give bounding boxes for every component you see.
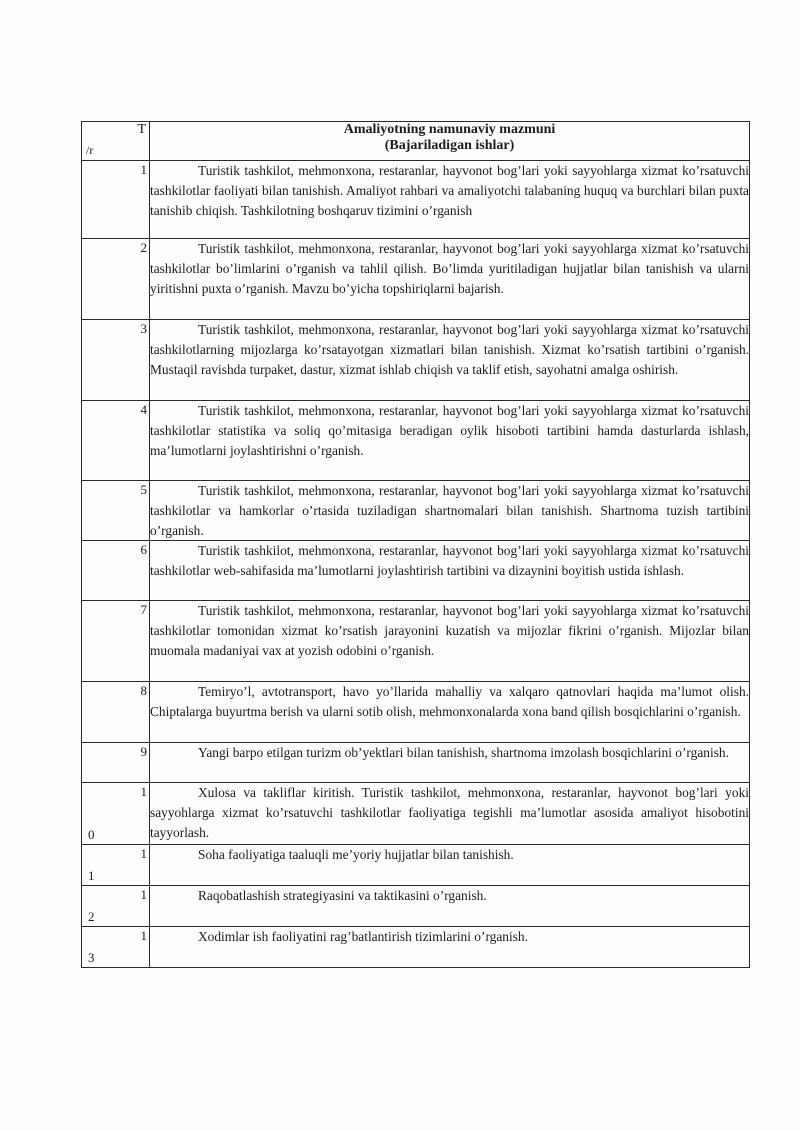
number-column-header	[82, 122, 150, 161]
row-text-cell	[150, 239, 750, 320]
table-row	[82, 239, 750, 320]
table-row	[82, 481, 750, 541]
row-text-cell	[150, 541, 750, 601]
row-text: Xulosa va takliflar kiritish. Turistik tashkilot, mehmonxona, restaranlar, hayvonot bog’lari yoki sayyohlarga xizmat ko’rsatuvchi tashkilotlar faoliyatiga tegishli ma’lumotlar asosida amaliyot hisobotini tayyorlash.	[150, 785, 749, 840]
row-number-top: 6	[140, 542, 147, 558]
practice-content-table	[81, 121, 750, 968]
row-text-cell	[150, 161, 750, 239]
row-number	[82, 783, 150, 845]
row-text: Turistik tashkilot, mehmonxona, restaranlar, hayvonot bog’lari yoki sayyohlarga xizmat ko’rsatuvchi tashkilotlar faoliyati bilan tanishish. Amaliyot rahbari va amaliyotchi talabaning huquq va burchlari bilan puxta tanishib chiqish. Tashkilotning boshqaruv tizimini o’rganish	[150, 163, 749, 218]
row-number	[82, 239, 150, 320]
row-number-top: 5	[140, 482, 147, 497]
row-text-cell	[150, 320, 750, 401]
row-number-top: 1	[140, 887, 147, 903]
row-number	[82, 320, 150, 401]
content-column-header	[150, 122, 750, 161]
row-number-top: 1	[140, 928, 147, 944]
row-number	[82, 682, 150, 743]
table-row	[82, 401, 750, 481]
row-text-cell	[150, 927, 750, 968]
content-header-title: Amaliyotning namunaviy mazmuni	[343, 122, 556, 137]
row-number	[82, 541, 150, 601]
table-row	[82, 886, 750, 927]
row-number-top: 1	[140, 784, 147, 800]
row-number	[82, 845, 150, 886]
row-text: Turistik tashkilot, mehmonxona, restaranlar, hayvonot bog’lari yoki sayyohlarga xizmat ko’rsatuvchi tashkilotlar statistika va soliq qo’mitasiga beradigan oylik hisoboti tartibini hamda dasturlarda ishlash, ma’lumotlarni joylashtirishni o’rganish.	[150, 403, 749, 458]
row-number	[82, 601, 150, 682]
table-row	[82, 161, 750, 239]
row-text-cell	[150, 401, 750, 481]
table-row	[82, 320, 750, 401]
row-text-cell	[150, 783, 750, 845]
row-number	[82, 743, 150, 783]
row-number-bottom: 0	[88, 827, 95, 843]
content-header-subtitle: (Bajariladigan ishlar)	[384, 138, 515, 153]
row-text: Temiryo’l, avtotransport, havo yo’llarida mahalliy va xalqaro qatnovlari haqida ma’lumot olish. Chiptalarga buyurtma berish va ularni sotib olish, mehmonxonalarda xona band qilish bosqichlarini o’rganish.	[150, 684, 749, 720]
table-row	[82, 682, 750, 743]
row-text: Raqobatlashish strategiyasini va taktikasini o’rganish.	[198, 888, 487, 904]
row-number	[82, 481, 150, 541]
row-text: Xodimlar ish faoliyatini rag’batlantirish tizimlarini o’rganish.	[198, 929, 528, 945]
row-text-cell	[150, 886, 750, 927]
row-number-bottom: 2	[88, 909, 95, 925]
number-header-top: T	[137, 122, 146, 137]
row-text: Turistik tashkilot, mehmonxona, restaranlar, hayvonot bog’lari yoki sayyohlarga xizmat ko’rsatuvchi tashkilotlarning mijozlarga ko’rsatayotgan xizmatlari bilan tanishish. Xizmat ko’rsatish tartibini o’rganish. Mustaqil ravishda turpaket, dastur, xizmat ishlab chiqish va taklif etish, sayohatni amalga oshirish.	[150, 322, 749, 377]
row-text-cell	[150, 845, 750, 886]
table-header-row	[82, 122, 750, 161]
row-number-top: 2	[140, 240, 147, 255]
table-row	[82, 845, 750, 886]
row-number-bottom: 1	[88, 868, 95, 884]
row-number-top: 9	[140, 744, 147, 760]
table-row	[82, 783, 750, 845]
row-text-cell	[150, 682, 750, 743]
table-row	[82, 927, 750, 968]
row-number-top: 8	[140, 683, 147, 699]
row-text-cell	[150, 743, 750, 783]
row-number-bottom: 3	[88, 950, 95, 966]
row-text: Soha faoliyatiga taaluqli me’yoriy hujjatlar bilan tanishish.	[198, 847, 514, 863]
row-number-top: 4	[140, 402, 147, 417]
row-text-cell	[150, 601, 750, 682]
number-header-bottom: /r	[86, 143, 94, 157]
table-row	[82, 743, 750, 783]
table-row	[82, 541, 750, 601]
row-text: Turistik tashkilot, mehmonxona, restaranlar, hayvonot bog’lari yoki sayyohlarga xizmat ko’rsatuvchi tashkilotlar va hamkorlar o’rtasida tuziladigan shartnomalari bilan tanishish. Shartnoma tuzish tartibini o’rganish.	[150, 483, 749, 538]
row-text: Yangi barpo etilgan turizm ob’yektlari bilan tanishish, shartnoma imzolash bosqichlarini o’rganish.	[198, 745, 729, 761]
row-number	[82, 161, 150, 239]
row-number	[82, 401, 150, 481]
row-text: Turistik tashkilot, mehmonxona, restaranlar, hayvonot bog’lari yoki sayyohlarga xizmat ko’rsatuvchi tashkilotlar bo’limlarini o’rganish va tahlil qilish. Bo’limda yuritiladigan hujjatlar bilan tanishish va ularni yiritishni puxta o’rganish. Mavzu bo’yicha topshiriqlarni bajarish.	[150, 241, 749, 296]
row-number	[82, 886, 150, 927]
row-text: Turistik tashkilot, mehmonxona, restaranlar, hayvonot bog’lari yoki sayyohlarga xizmat ko’rsatuvchi tashkilotlar tomonidan xizmat ko’rsatish jarayonini kuzatish va mijozlar fikrini o’rganish. Mijozlar bilan muomala madaniyai vax at yozish odobini o’rganish.	[150, 603, 749, 658]
table-row	[82, 601, 750, 682]
row-number-top: 3	[140, 321, 147, 336]
row-number-top: 7	[140, 602, 147, 618]
row-text-cell	[150, 481, 750, 541]
row-text: Turistik tashkilot, mehmonxona, restaranlar, hayvonot bog’lari yoki sayyohlarga xizmat ko’rsatuvchi tashkilotlar web-sahifasida ma’lumotlarni joylashtirish tartibini va dizaynini boyitish ustida ishlash.	[150, 543, 749, 579]
row-number-top: 1	[140, 162, 147, 177]
row-number	[82, 927, 150, 968]
row-number-top: 1	[140, 846, 147, 862]
